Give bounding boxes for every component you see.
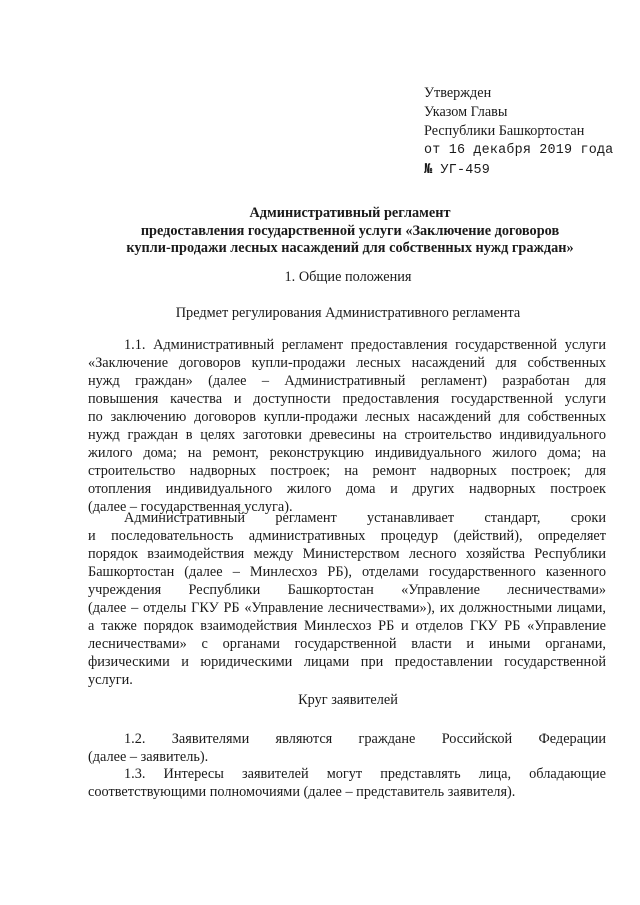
- text-line: (далее – заявитель).: [88, 749, 209, 766]
- approval-number-value: УГ-459: [440, 163, 490, 178]
- paragraph-1-3: [88, 765, 606, 801]
- text-line: 1.1. Административный регламент предоставления государственной услуги: [124, 337, 606, 353]
- approval-stamp: [424, 84, 634, 180]
- title-line-2: предоставления государственной услуги «Заключение договоров: [140, 222, 560, 239]
- text-line: лесничествами» с органами государственной власти и иными органами,: [88, 636, 606, 653]
- text-line: и последовательность административных процедур (действий), определяет: [88, 528, 606, 545]
- subsection-heading-applicants: Круг заявителей: [298, 692, 398, 708]
- text-line: (далее – государственная услуга).: [88, 499, 293, 516]
- approval-line-3: Республики Башкортостан: [424, 123, 585, 139]
- paragraph-1-2: [88, 730, 606, 766]
- text-line: порядок взаимодействия между Министерством лесного хозяйства Республики: [88, 546, 606, 563]
- title-line-1: Административный регламент: [249, 205, 451, 221]
- section-heading-general: 1. Общие положения: [284, 269, 412, 285]
- text-line: (далее – отделы ГКУ РБ «Управление лесничествами»), их должностными лицами,: [88, 600, 606, 617]
- document-title: [80, 205, 620, 258]
- text-line: 1.3. Интересы заявителей могут представлять лица, обладающие: [124, 766, 606, 782]
- text-line: нужд граждан» (далее – Административный регламент) разработан для: [88, 373, 606, 390]
- text-line: по заключению договоров купли-продажи лесных насаждений для собственных: [88, 409, 606, 426]
- text-line: соответствующими полномочиями (далее – представитель заявителя).: [88, 784, 516, 801]
- approval-line-2: Указом Главы: [424, 104, 508, 120]
- text-line: учреждения Республики Башкортостан «Управление лесничествами»: [88, 582, 606, 599]
- text-line: Административный регламент устанавливает стандарт, сроки: [124, 510, 606, 526]
- text-line: а также порядок взаимодействия Минлесхоз РБ и отделов ГКУ РБ «Управление: [88, 618, 606, 635]
- text-line: жилого дома; на ремонт, реконструкцию индивидуального жилого дома; на: [88, 445, 606, 462]
- text-line: физическими и юридическими лицами при предоставлении государственной: [88, 654, 606, 671]
- number-sign: №: [424, 162, 433, 177]
- text-line: повышения качества и доступности предоставления государственной услуги: [88, 391, 606, 408]
- text-line: 1.2. Заявителями являются граждане Российской Федерации: [124, 731, 606, 747]
- text-line: услуги.: [88, 672, 133, 689]
- title-line-3: купли-продажи лесных насаждений для собственных нужд граждан»: [126, 240, 574, 256]
- text-line: нужд граждан в целях заготовки древесины на строительство индивидуального: [88, 427, 606, 444]
- text-line: строительство надворных построек; на ремонт надворных построек; для: [88, 463, 606, 480]
- paragraph-1-1: [88, 336, 606, 516]
- text-line: «Заключение договоров купли-продажи лесных насаждений для собственных: [88, 355, 606, 372]
- text-line: отопления индивидуального жилого дома и других надворных построек: [88, 481, 606, 498]
- approval-date: от 16 декабря 2019 года: [424, 143, 614, 158]
- subsection-heading-subject: Предмет регулирования Административного регламента: [175, 305, 521, 321]
- text-line: Башкортостан (далее – Минлесхоз РБ), отделами государственного казенного: [88, 564, 606, 581]
- paragraph-regulation-scope: [88, 509, 606, 689]
- approval-number: [424, 160, 634, 180]
- approval-line-1: Утвержден: [424, 85, 492, 101]
